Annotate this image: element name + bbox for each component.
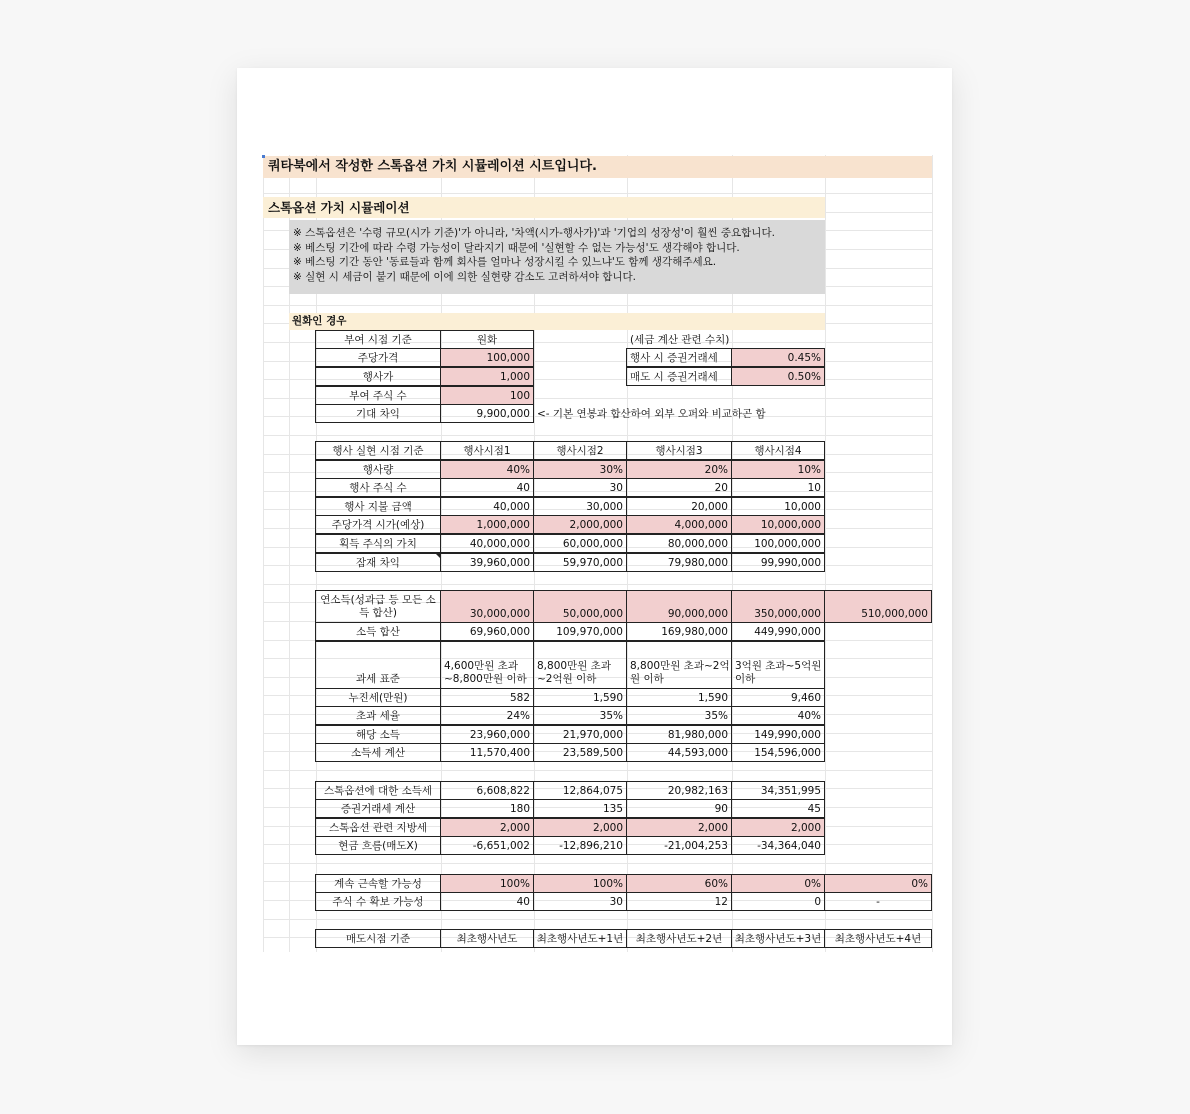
annual-income-value: 510,000,000: [824, 590, 932, 623]
tax-row-label: 현금 흐름(매도X): [315, 836, 441, 855]
exercise-header-cell: 행사시점3: [626, 441, 732, 460]
note-line: ※ 베스팅 기간에 따라 수령 가능성이 달라지기 때문에 '실현할 수 없는 가능성'도 생각해야 합니다.: [293, 241, 740, 254]
exercise-value: 59,970,000: [533, 553, 627, 572]
sale-header-cell: 최초행사년도+3년: [731, 929, 825, 948]
annual-income-value: 50,000,000: [533, 590, 627, 623]
grant-row-value: 1,000: [440, 367, 534, 386]
tax-row-value: -6,651,002: [440, 836, 534, 855]
annual-income-label: 연소득(성과급 등 모든 소득 합산): [315, 590, 441, 623]
tax-row-value: 2,000: [731, 818, 825, 837]
tax-row-value: 2,000: [533, 818, 627, 837]
income-row-value: 23,589,500: [533, 743, 627, 762]
expected-gain-note: <- 기본 연봉과 합산하여 외부 오퍼와 비교하곤 함: [537, 408, 766, 420]
exercise-value: 79,980,000: [626, 553, 732, 572]
grant-row-value: 100: [440, 386, 534, 405]
exercise-row-label: 획득 주식의 가치: [315, 534, 441, 553]
income-row-value: 81,980,000: [626, 725, 732, 744]
exercise-value: 39,960,000: [440, 553, 534, 572]
tax-bracket-label: 과세 표준: [315, 641, 441, 689]
tax-row-label: 스톡옵션에 대한 소득세: [315, 781, 441, 800]
income-row-value: 9,460: [731, 688, 825, 707]
tax-row-value: 180: [440, 799, 534, 818]
section-band: [289, 313, 825, 330]
gridline-vertical: [825, 155, 826, 952]
sheet-subtitle: 스톡옵션 가치 시뮬레이션: [268, 200, 410, 215]
tax-info-value: 0.50%: [731, 367, 825, 386]
exercise-value: 1,000,000: [440, 515, 534, 534]
sale-header-cell: 최초행사년도: [440, 929, 534, 948]
grant-row-label: 행사가: [315, 367, 441, 386]
income-row-label: 누진세(만원): [315, 688, 441, 707]
income-row-value: 35%: [626, 706, 732, 725]
annual-income-value: 90,000,000: [626, 590, 732, 623]
exercise-value: 2,000,000: [533, 515, 627, 534]
exercise-value: 10,000,000: [731, 515, 825, 534]
income-row-value: 1,590: [533, 688, 627, 707]
retention-row-value: 12: [626, 892, 732, 911]
income-row-label: 해당 소득: [315, 725, 441, 744]
exercise-value: 30,000: [533, 497, 627, 516]
grant-header-label: 부여 시점 기준: [315, 330, 441, 349]
tax-row-value: -34,364,040: [731, 836, 825, 855]
tax-row-value: -21,004,253: [626, 836, 732, 855]
exercise-value: 40,000,000: [440, 534, 534, 553]
retention-row-value: 40: [440, 892, 534, 911]
exercise-value: 40%: [440, 460, 534, 479]
exercise-value: 100,000,000: [731, 534, 825, 553]
sale-header-cell: 최초행사년도+1년: [533, 929, 627, 948]
exercise-value: 4,000,000: [626, 515, 732, 534]
retention-row-value: 100%: [533, 874, 627, 893]
exercise-row-label: 잠재 차익: [315, 553, 441, 572]
tax-info-label: 매도 시 증권거래세: [626, 367, 732, 386]
tax-row-value: 2,000: [440, 818, 534, 837]
section-label: 원화인 경우: [292, 315, 347, 327]
income-row-value: 40%: [731, 706, 825, 725]
income-row-label: 소득세 계산: [315, 743, 441, 762]
income-row-value: 11,570,400: [440, 743, 534, 762]
exercise-value: 60,000,000: [533, 534, 627, 553]
grant-header-value: 원화: [440, 330, 534, 349]
exercise-value: 99,990,000: [731, 553, 825, 572]
sheet-title: 쿼타북에서 작성한 스톡옵션 가치 시뮬레이션 시트입니다.: [268, 159, 597, 174]
retention-row-value: -: [824, 892, 932, 911]
income-row-value: 1,590: [626, 688, 732, 707]
tax-row-label: 스톡옵션 관련 지방세: [315, 818, 441, 837]
tax-row-value: 135: [533, 799, 627, 818]
exercise-value: 10: [731, 478, 825, 497]
annual-income-value: 30,000,000: [440, 590, 534, 623]
income-row-value: 23,960,000: [440, 725, 534, 744]
retention-row-value: 0: [731, 892, 825, 911]
retention-row-value: 100%: [440, 874, 534, 893]
tax-row-value: -12,896,210: [533, 836, 627, 855]
retention-row-label: 계속 근속할 가능성: [315, 874, 441, 893]
grant-row-value: 100,000: [440, 348, 534, 367]
income-row-value: 35%: [533, 706, 627, 725]
grant-row-value: 9,900,000: [440, 404, 534, 423]
note-line: ※ 스톡옵션은 '수령 규모(시가 기준)'가 아니라, '차액(시가-행사가)'과 '기업의 성장성'이 훨씬 중요합니다.: [293, 227, 775, 239]
note-line: ※ 실현 시 세금이 붙기 때문에 이에 의한 실현량 감소도 고려하셔야 합니다.: [293, 270, 636, 283]
gridline-horizontal: [263, 435, 933, 436]
tax-bracket-value: 8,800만원 초과~2억원 이하: [626, 641, 732, 689]
tax-row-value: 6,608,822: [440, 781, 534, 800]
tax-row-value: 34,351,995: [731, 781, 825, 800]
sale-header-cell: 매도시점 기준: [315, 929, 441, 948]
retention-row-value: 60%: [626, 874, 732, 893]
tax-row-label: 증권거래세 계산: [315, 799, 441, 818]
income-total-value: 449,990,000: [731, 622, 825, 641]
income-total-label: 소득 합산: [315, 622, 441, 641]
income-row-value: 24%: [440, 706, 534, 725]
annual-income-value: 350,000,000: [731, 590, 825, 623]
exercise-value: 30: [533, 478, 627, 497]
income-row-value: 44,593,000: [626, 743, 732, 762]
tax-row-value: 20,982,163: [626, 781, 732, 800]
tax-bracket-value: 3억원 초과~5억원 이하: [731, 641, 825, 689]
income-row-value: 149,990,000: [731, 725, 825, 744]
sale-header-cell: 최초행사년도+4년: [824, 929, 932, 948]
exercise-value: 10,000: [731, 497, 825, 516]
income-total-value: 109,970,000: [533, 622, 627, 641]
income-row-value: 21,970,000: [533, 725, 627, 744]
gridline-vertical: [263, 155, 264, 952]
gridline-horizontal: [263, 584, 933, 585]
tax-info-label: 행사 시 증권거래세: [626, 348, 732, 367]
tax-row-value: 90: [626, 799, 732, 818]
grant-row-label: 기대 차익: [315, 404, 441, 423]
exercise-row-label: 주당가격 시가(예상): [315, 515, 441, 534]
retention-row-value: 0%: [731, 874, 825, 893]
exercise-value: 20%: [626, 460, 732, 479]
income-row-label: 초과 세율: [315, 706, 441, 725]
exercise-value: 30%: [533, 460, 627, 479]
income-total-value: 169,980,000: [626, 622, 732, 641]
gridline-horizontal: [263, 919, 933, 920]
gridline-horizontal: [263, 305, 933, 306]
exercise-value: 40: [440, 478, 534, 497]
exercise-row-label: 행사량: [315, 460, 441, 479]
exercise-row-label: 행사 주식 수: [315, 478, 441, 497]
note-line: ※ 베스팅 기간 동안 '동료들과 함께 회사를 얼마나 성장시킬 수 있느냐'도 함께 생각해주세요.: [293, 256, 717, 268]
exercise-header-cell: 행사시점4: [731, 441, 825, 460]
exercise-value: 10%: [731, 460, 825, 479]
tax-info-title: (세금 계산 관련 수치): [630, 334, 730, 346]
cell-selection-marker: [262, 155, 265, 158]
tax-row-value: 2,000: [626, 818, 732, 837]
tax-row-value: 12,864,075: [533, 781, 627, 800]
retention-row-value: 30: [533, 892, 627, 911]
exercise-header-cell: 행사 실현 시점 기준: [315, 441, 441, 460]
exercise-value: 80,000,000: [626, 534, 732, 553]
exercise-header-cell: 행사시점1: [440, 441, 534, 460]
notes-box: [289, 220, 825, 294]
grant-row-label: 부여 주식 수: [315, 386, 441, 405]
income-row-value: 582: [440, 688, 534, 707]
income-total-value: 69,960,000: [440, 622, 534, 641]
exercise-value: 20,000: [626, 497, 732, 516]
tax-info-value: 0.45%: [731, 348, 825, 367]
income-row-value: 154,596,000: [731, 743, 825, 762]
exercise-row-label: 행사 지불 금액: [315, 497, 441, 516]
comment-indicator: [435, 553, 440, 558]
tax-bracket-value: 4,600만원 초과~8,800만원 이하: [440, 641, 534, 689]
tax-row-value: 45: [731, 799, 825, 818]
tax-bracket-value: 8,800만원 초과~2억원 이하: [533, 641, 627, 689]
gridline-horizontal: [263, 770, 933, 771]
retention-row-value: 0%: [824, 874, 932, 893]
exercise-header-cell: 행사시점2: [533, 441, 627, 460]
exercise-value: 40,000: [440, 497, 534, 516]
retention-row-label: 주식 수 확보 가능성: [315, 892, 441, 911]
gridline-vertical: [932, 155, 933, 952]
grant-row-label: 주당가격: [315, 348, 441, 367]
exercise-value: 20: [626, 478, 732, 497]
gridline-horizontal: [263, 193, 933, 194]
sale-header-cell: 최초행사년도+2년: [626, 929, 732, 948]
gridline-horizontal: [263, 863, 933, 864]
